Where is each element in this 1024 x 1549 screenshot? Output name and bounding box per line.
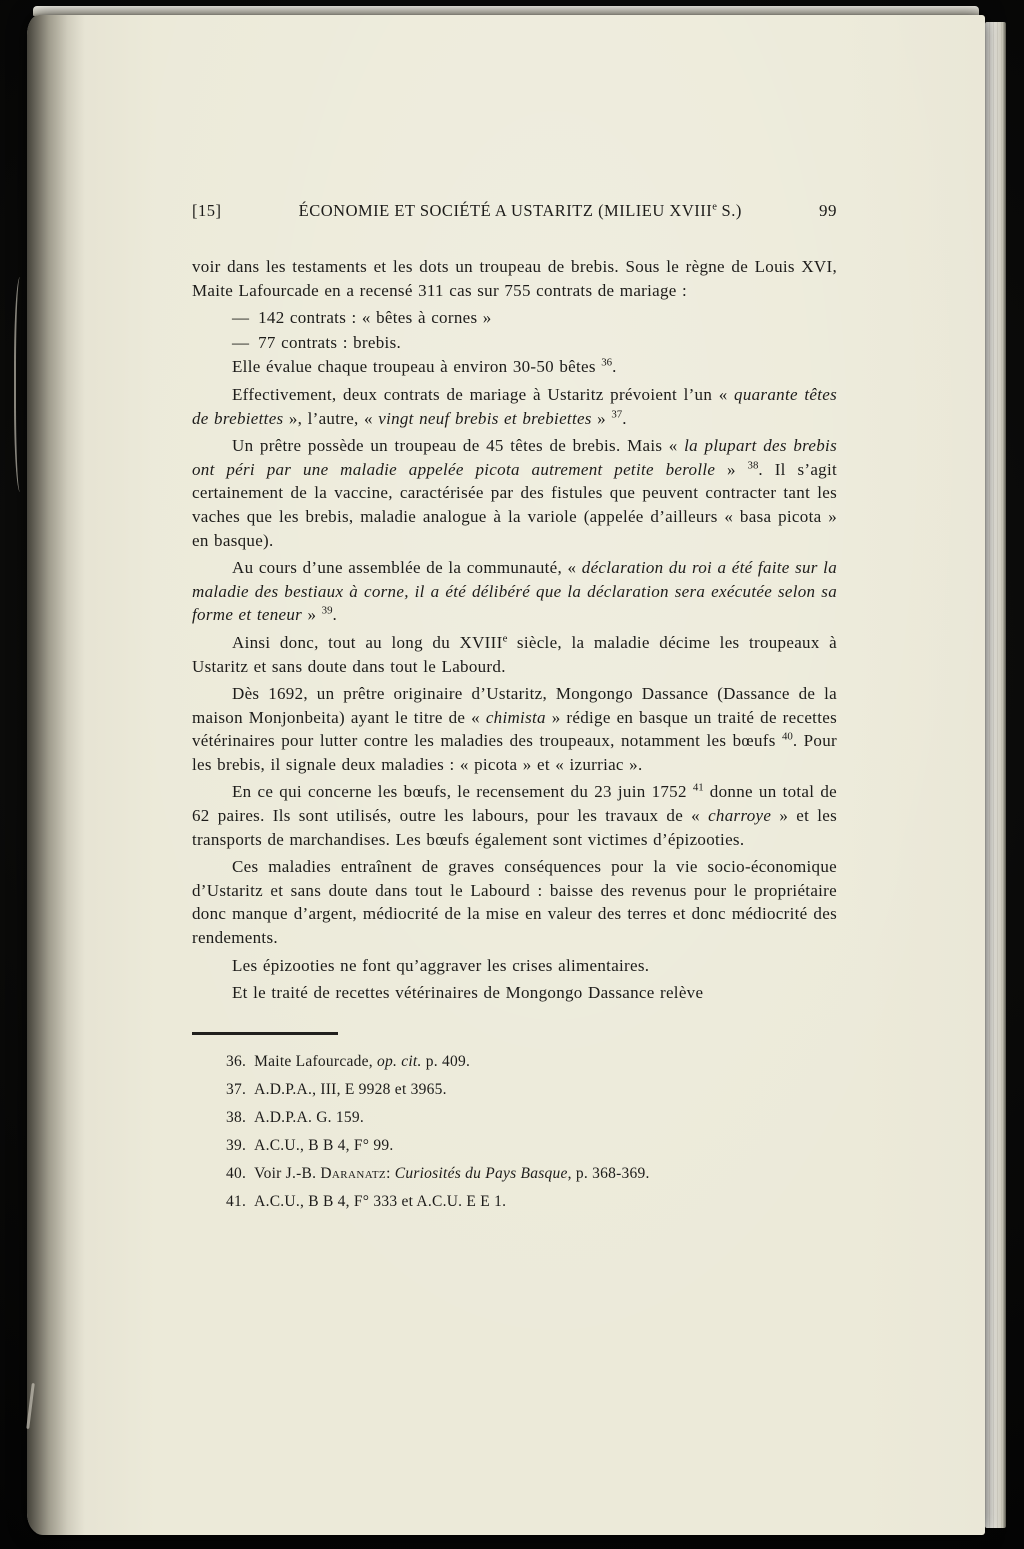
paragraph: Elle évalue chaque troupeau à environ 30-50 bêtes $^{36}$. bbox=[232, 356, 617, 377]
paragraph: Ainsi donc, tout au long du XVIIIe siècle, la maladie décime les troupeaux à Ustaritz et sans doute dans tout le Labourd. bbox=[192, 632, 838, 676]
spine-highlight bbox=[14, 277, 26, 492]
paragraph: Ces maladies entraînent de graves conséquences pour la vie socio-économique d’Ustaritz et sans doute dans tout le Labourd : baisse des revenus pour le propriétaire donc manque d’argent, médiocrité de la mise en valeur des terres et donc médiocrité des rendements. bbox=[192, 857, 837, 948]
paragraph: — 142 contrats : « bêtes à cornes » bbox=[232, 308, 492, 328]
footnote: 37. A.D.P.A., III, E 9928 et 3965. bbox=[226, 1080, 447, 1098]
paragraph: Un prêtre possède un troupeau de 45 têtes de brebis. Mais « la plupart des brebis ont péri par une maladie appelée picota autrement petite berolle » $^{38}$. Il s’agit certainement de la vaccine, caractérisée par des fistules que peuvent contracter tant les vaches que les brebis, maladie analogue à la variole (appelée d’ailleurs « basa picota » en basque). bbox=[192, 436, 838, 550]
footnote: 40. Voir J.-B. Daranatz: Curiosités du Pays Basque, p. 368-369. bbox=[226, 1164, 650, 1182]
paragraph: Effectivement, deux contrats de mariage à Ustaritz prévoient l’un « quarante têtes de brebiettes », l’autre, « vingt neuf brebis et brebiettes » $^{37}$. bbox=[192, 384, 837, 428]
book-page bbox=[27, 15, 985, 1535]
footnote-rule bbox=[192, 1032, 338, 1035]
page-number: 99 bbox=[819, 201, 837, 220]
paragraph: Dès 1692, un prêtre originaire d’Ustaritz, Mongongo Dassance (Dassance de la maison Monjonbeita) ayant le titre de « chimista » rédige en basque un traité de recettes vétérinaires pour lutter contre les maladies des troupeaux, notamment les bœufs $^{40}$. Pour les brebis, il signale deux maladies : « picota » et « izurriac ». bbox=[192, 684, 837, 774]
body-text bbox=[192, 255, 837, 1005]
footnote: 38. A.D.P.A. G. 159. bbox=[226, 1108, 365, 1126]
footnote: 41. A.C.U., B B 4, F° 333 et A.C.U. E E 1. bbox=[226, 1192, 507, 1210]
book-fore-edge-pages bbox=[985, 22, 1006, 1528]
footnote: 39. A.C.U., B B 4, F° 99. bbox=[226, 1136, 394, 1154]
paragraph: En ce qui concerne les bœufs, le recensement du 23 juin 1752 $^{41}$ donne un total de 62 paires. Ils sont utilisés, outre les labours, pour les travaux de « charroye » et les transports de marchandises. Les bœufs également sont victimes d’épizooties. bbox=[192, 781, 837, 849]
paragraph: Les épizooties ne font qu’aggraver les crises alimentaires. bbox=[232, 955, 650, 975]
page-content bbox=[192, 201, 837, 1220]
paragraph: voir dans les testaments et les dots un troupeau de brebis. Sous le règne de Louis XVI, Maite Lafourcade en a recensé 311 cas sur 755 contrats de mariage : bbox=[192, 257, 837, 300]
footnotes-list bbox=[192, 1052, 837, 1211]
article-index-label: [15] bbox=[192, 201, 222, 220]
spine-mark bbox=[26, 1383, 35, 1429]
footnote: 36. Maite Lafourcade, op. cit. p. 409. bbox=[226, 1052, 471, 1070]
paragraph: Et le traité de recettes vétérinaires de Mongongo Dassance relève bbox=[232, 983, 704, 1003]
spine-shadow bbox=[27, 15, 85, 1535]
page-header-title: ÉCONOMIE ET SOCIÉTÉ A USTARITZ (MILIEU XVIIIe S.) bbox=[298, 201, 742, 220]
page-header bbox=[192, 201, 837, 221]
paragraph: Au cours d’une assemblée de la communauté, « déclaration du roi a été faite sur la maladie des bestiaux à corne, il a été délibéré que la déclaration sera exécutée selon sa forme et teneur » $^{39}$. bbox=[192, 558, 837, 625]
paragraph: — 77 contrats : brebis. bbox=[232, 332, 402, 352]
